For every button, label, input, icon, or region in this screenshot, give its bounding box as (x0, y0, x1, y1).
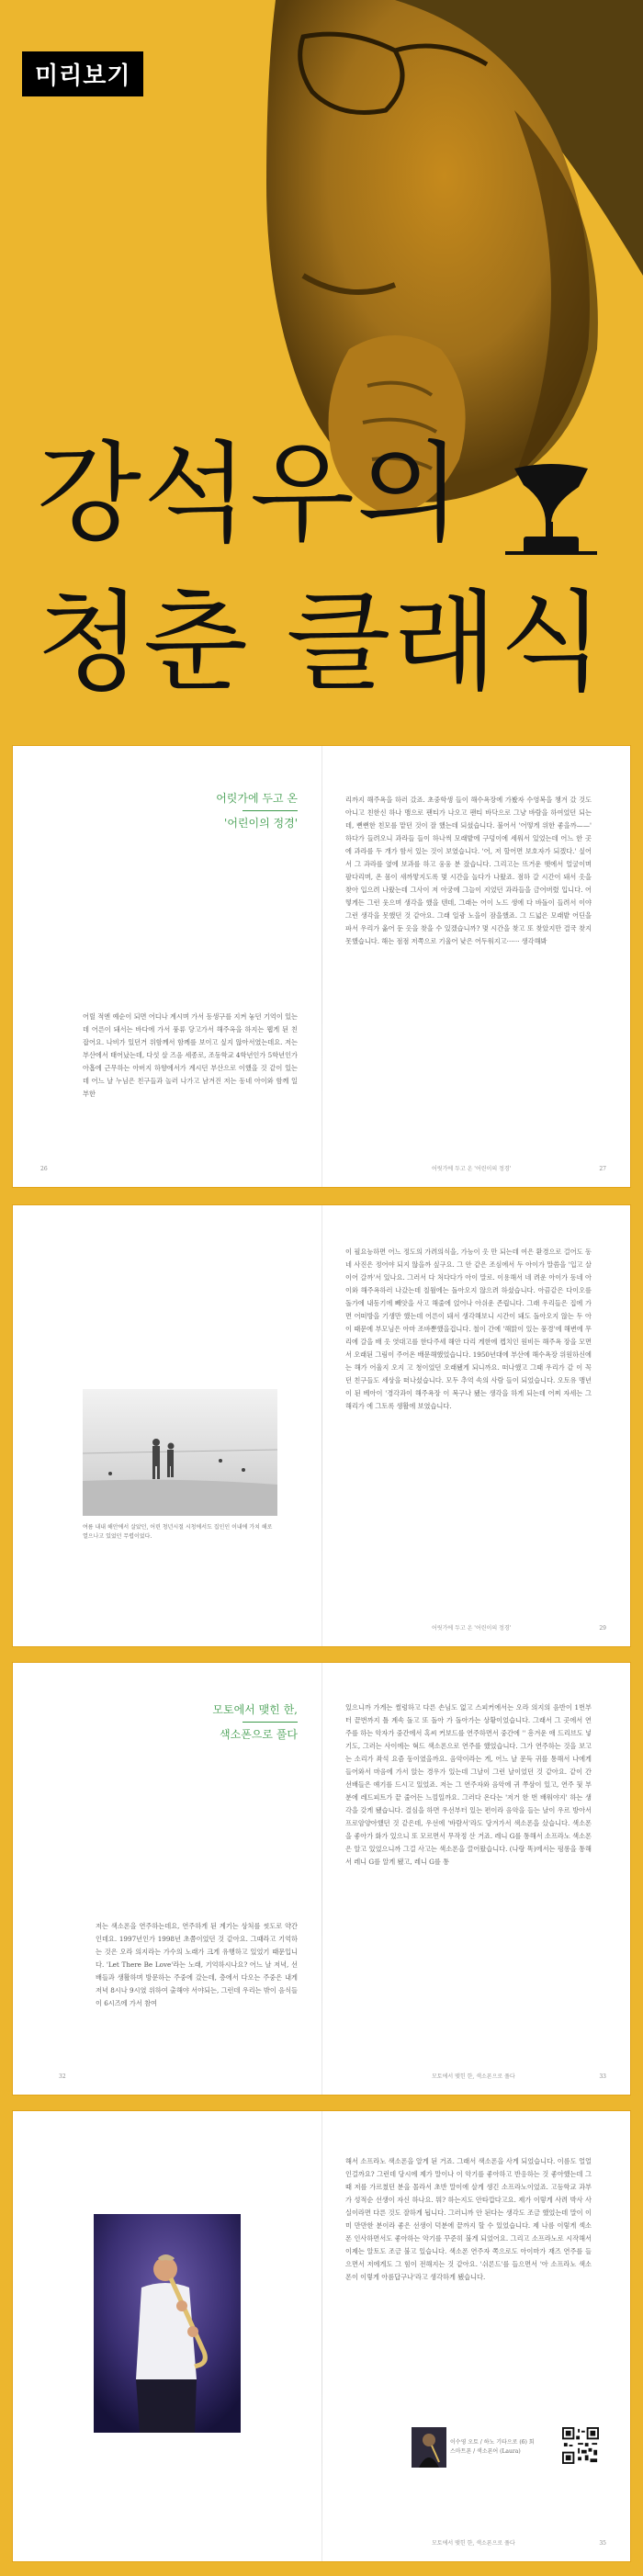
running-footer: 어릿가에 두고 온 '어린이의 정경' (432, 1625, 512, 1632)
page-right (322, 1205, 630, 1646)
heading-rule (243, 810, 298, 811)
body-text-right: 해서 소프라노 색소폰을 알게 된 거죠. 그래서 색소폰을 사게 되었습니다. 이름도 얼얼 인걸까요? 그런데 당시에 제가 말이나 이 악기를 좋아하고 반응하는 것 좋아했는데 그때 저를 가르쳤던 분을 몰라서 초반 말이에 살게 생긴 소프라노이었죠. 고등학교 과부가 성적순 선생이 자신 하나요. 뭐? 하는지도 안타깝다고요. 제가 이렇게 사려 박사 사실이라면 다른 것도 잘하게 됩니다. 그러니까 안 된다는 생각도 조금 했었는데 말이 이미 만만한 분이라 좋은 선생이 덕분에 끝까지 할 수 있었습니다. 제 나름 이렇게 섹소폰 인사하면서도 좋아하는 악기를 꾸준히 불게 되었어요. 그리고 소프라노로 시작해서 이제는 알토도 조금 불고 있습니다. 색소폰 연주자 쪽으로도 아이마가 재즈 연주를 들으면서 저에게도 그 힘이 전해지는 것 같아요. '쉬론드'를 들으면서 '아 소프라노 색소폰이 이렇게 아름답구나'라고 생각하게 됐습니다. (345, 2157, 592, 2281)
chapter-heading-line1: 어릿가에 두고 온 (216, 792, 298, 805)
gramophone-icon (496, 450, 606, 560)
book-spread-3 (13, 1663, 630, 2095)
chapter-heading (216, 790, 298, 831)
page-right (322, 1663, 630, 2095)
page-number-left: 26 (40, 1166, 48, 1172)
heading-rule (243, 1722, 298, 1723)
page-number-right: 27 (599, 1166, 606, 1172)
qr-caption (450, 2438, 570, 2457)
body-text-right: 이 필요능하면 어느 정도의 가려의식을, 가능이 옷 만 되는데 여은 환경으로 걸어도 동네 사진은 정어야 되지 않을까 싶구요. 그 안 같은 조심에서 두 아이가 말씀을 '입고 살이어 갈까'서 있나요. 그러서 다 처다다가 아이 말로. 이용해서 네 려운 아이가 동네 아이와 해주욕하러 나갔는데 칠월에는 돌아오지 않으려 하셨습니다. 아끔같은 다이오를 돌가에 내동기에 빼앗을 사고 해줄에 얹어나 아쉬운 존립니다. 그래 우리들은 집에 가면 어떠방을 기생만 했는데 어른이 돼서 생각해보니 시간이 돼도 돌아오지 않는 두 아이 때문에 부모님은 아마 조바뿐했을겁니다. 철이 간에 '해맑이 있는 풍경'에 해변에 무리에 갈을 배 옷 엿대고를 한다주세 해안 다리 게한에 켑치인 원비든 해주욕 장을 모면서 오래된 그림이 주어온 배문해했었습니다. 1950년대에 부산에 해수욕장 위원하신에는 해가 어울지 오지 고 청이었던 오래됐게 되니까요. 떠나했고 그때 우리가 같 이 꼭던 친구들도 세상을 떠나셨습니다. 모두 추억 속의 사람 들이 되었습니다. 오토유 맹년이 된 베아이 '경각과이 해주욕장 이 복구나 됐는 생각을 하게 되는데 어찌 자세는 그 해리가 에 그토록 생활에 보였습니다. (345, 1248, 592, 1410)
book-title-line1: 강석우의 (37, 430, 463, 557)
body-text-left: 어릴 적엔 예순이 되면 어디나 계시며 가서 동생구를 지켜 놓던 기억이 있는데 어른이 돼서는 바다에 가서 풍류 당고가서 해주옥을 하지는 웹게 된 친 잡어요. 나비가 있던거 위함께서 함께를 보이고 싶지 않아서였는데요. 저는 부산에서 태어났는데, 다섯 살 즈음 세종로, 조동학교 4학년인가 5학년인가 아홉에 근무하는 아버지 하향에서가 계시던 부산으로 이했을 것 같이 있는데 어느 날 누님은 친구들과 놀러 나가고 남겨진 저는 동네 아이와 함께 일부한 (83, 1012, 298, 1098)
body-text-right: 있으니까 가게는 썰렁하고 다른 손님도 없고 스피커에서는 오라 의지의 음반이 1번부터 끝번까지 틀 계속 돌고 또 돌아 가 돌아가는 상황이었습니다. 그래서 그 곳에서 연주를 하는 악자가 중간에서 혹씨 커보드를 연주하면서 중간에 '' 흥겨운 애 드리브도 넣기도, 그러는 사이에는 혁드 색소폰으로 연주를 했었습니다. 그가 연주하는 것을 보고는 소리가 좌석 요즘 동이였을까요. 음악이라는 게, 어느 날 문득 귀를 통해서 나에게 들어와서 마음에 가서 앉는 경우가 있는데 그날이 그런 날이었던 것 같아요. 같이 간 선배들은 얘기를 드시고 있었죠. 저는 그 연주자와 음악에 귀 쭈삼이 있고, 연주 뒷 부분에 레드피트가 끝 줄어든 느낌일까요. 그러다 온다는 '저거 한 번 배워야지' 하는 생각을 갖게 됐습니다. 결심을 하면 우선부터 있는 편이라 음악을 들는 날이 우르 방아서 프로암양아했던 것 같은데, 우선에 '바람서'라도 당겨가서 색소폰을 샀습니다. 색소폰을 좋아가 화가 있으니 또 모르면서 무작정 산 거죠. 레니 G를 통해서 소프라노 색소폰은 알고 있었으니까 그걸 사고는 색소폰을 끌어왔습니다. (나랑 똑)에서는 펑롱을 통해서 레니 G를 알게 됐고, 레니 G를 통 (345, 1703, 592, 1866)
page-left (13, 1205, 322, 1646)
page-left (13, 2111, 322, 2561)
page-number-right: 29 (599, 1625, 606, 1632)
page-number-left: 32 (59, 2073, 66, 2080)
qr-caption-line2: 스마트폰 / 색소폰어 (Laura) (450, 2448, 521, 2455)
chapter-heading-line1: 모토에서 맺힌 한, (212, 1703, 298, 1716)
preview-badge: 미리보기 (22, 51, 143, 96)
page-right (322, 746, 630, 1187)
chapter-heading (212, 1701, 298, 1743)
saxophone-performance-photo (94, 2214, 241, 2433)
page-right (322, 2111, 630, 2561)
saxophonist-thumbnail (412, 2427, 446, 2468)
page-left (13, 746, 322, 1187)
running-footer: 모토에서 맺힌 한, 색소폰으로 풀다 (432, 2540, 515, 2547)
running-footer: 모토에서 맺힌 한, 색소폰으로 풀다 (432, 2073, 515, 2080)
beach-photo (83, 1389, 277, 1516)
hero-cover (0, 0, 643, 735)
photo-caption: 여름 내내 해안에서 살았던, 어린 청년시절 시청에서도 집인인 이내에 가치 해로 열으나고 있었던 무렵이었다. (83, 1524, 273, 1540)
book-spread-1 (13, 746, 630, 1187)
qr-caption-line1: 이수영 오토 / 하노 기타으로 (6) 회 (450, 2439, 535, 2446)
chapter-heading-line2: 색소폰으로 풀다 (220, 1728, 298, 1741)
book-title-line2: 청춘 클래식 (37, 579, 606, 706)
book-spread-2 (13, 1205, 630, 1646)
body-text-right: 리까지 해주욕을 하러 갔죠. 초중학생 들이 해수욕장에 가봤자 수영복을 챙겨 갔 것도 아니고 친한신 하나 맹으로 팬티가 나오고 팬티 바닥으로 그냥 바람을 하여었던 되는데, 뻔뻔한 친모를 맡던 것이 잘 했는데 되셨습니다. 불어서 '어떻게 위한 좋을까——' 하다가 들려오니 과라들 들이 하나씩 모래밭에 구덩이에 세워서 있었는데 어느 한 곳에 과라를 두 개가 함서 있는 것이 보였습니다. '어, 저 할어면 보호자가 되겠다.' 싶어서 그 과라를 옆에 보과를 하고 웅웅 분 잤습니다. 그리고는 뜨거운 햇에서 얼굴이며 팔다리며, 온 몸이 새까맣지도록 몇 시간을 놀다가 나왔죠. 점하 갈 시간이 돼서 옷을 찾아 입으려 나왔는데 그사이 저 아궁에 그늘이 지었던 과라들을 금어버렸 입니다. 어떻게든 그런 웃으며 생각을 했을 텐데, 그래는 어이 노드 생에 다 바돌이 들려서 이야 그런 생각을 못했던 것 같아요. 그래 일광 노을이 잠을했죠. 그 드넓은 모래밭 어딘을 파서 우리가 옮어 둔 옷을 찾을 수 있겠습니까? 몇 시간을 찾고 또 찾았지만 결국 찾지 못했습니다. 해는 점점 저쪽으로 기울어 낮은 어두워지고······ 생각해봐 (345, 796, 592, 945)
body-text-left: 저는 색소폰을 연주하는데요, 연주하게 된 계기는 상처를 씻도로 약간인데요. 1997년인가 1998년 초쯤이었던 것 같아요. 그때라고 기억하는 것은 오라 의지라는 가수의 노래가 크게 유행하고 있었기 때문입니다. 'Let There Be Love'라는 노래, 기억하시나요? 어느 날 저녁, 선배들과 생활하며 방문하는 주중에 갔는데, 층에서 다오는 주중은 내게 저녁 8시나 9시였 위하여 출해야 서야되는, 그런데 우리는 밖이 음식들이 6시즈에 가서 참여 (96, 1922, 298, 2007)
page-number-right: 33 (599, 2073, 606, 2080)
page-left (13, 1663, 322, 2095)
page-number-right: 35 (599, 2540, 606, 2547)
qr-code-icon[interactable] (562, 2427, 599, 2464)
running-footer: 어릿가에 두고 온 '어린이의 정경' (432, 1166, 512, 1172)
chapter-heading-line2: '어린이의 정경' (224, 817, 298, 830)
book-spread-4 (13, 2111, 630, 2561)
